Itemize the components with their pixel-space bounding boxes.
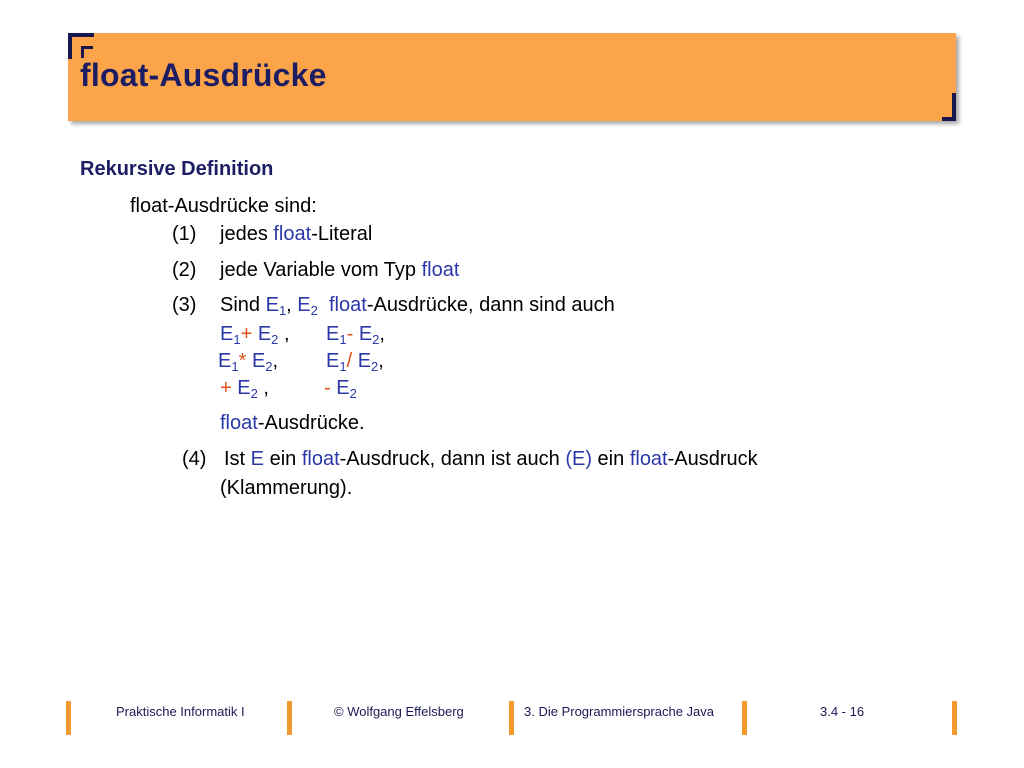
var-e: E <box>265 294 279 316</box>
list-item-2 <box>172 258 196 282</box>
item-text: Ist <box>224 448 251 470</box>
var-e: E <box>326 323 340 345</box>
expr-times <box>218 349 278 373</box>
item-text: -Ausdrücke, dann sind auch <box>366 294 615 316</box>
keyword-float: float <box>220 412 258 434</box>
footer-divider <box>287 701 292 735</box>
expr-unary-plus <box>220 376 269 400</box>
expr-unary-minus <box>324 376 357 400</box>
var-e: E <box>336 377 350 399</box>
corner-bracket-bottom-right <box>942 93 956 121</box>
expr-plus <box>220 322 290 346</box>
keyword-float: float <box>329 294 367 316</box>
subscript: 2 <box>371 359 379 374</box>
var-e: E <box>237 377 251 399</box>
separator: , <box>278 323 290 345</box>
operator-div: / <box>346 350 353 372</box>
subscript: 2 <box>310 303 318 318</box>
separator: , <box>378 350 384 372</box>
subscript: 2 <box>265 359 273 374</box>
item-text: ein <box>592 448 630 470</box>
subscript: 1 <box>339 359 347 374</box>
operator-plus: + <box>240 323 253 345</box>
expr-result <box>220 411 365 435</box>
subscript: 1 <box>278 303 287 318</box>
intro-text: float-Ausdrücke sind: <box>130 195 317 217</box>
footer <box>0 690 1024 740</box>
keyword-float: float <box>273 223 312 245</box>
list-item-4-text <box>224 447 758 471</box>
list-item-3-text <box>220 293 615 317</box>
footer-divider <box>66 701 71 735</box>
subscript: 2 <box>271 332 279 347</box>
list-item-4 <box>182 447 206 471</box>
expr-div <box>326 349 384 373</box>
var-e: E <box>250 448 265 470</box>
var-e: E <box>257 323 272 345</box>
var-e: E <box>357 350 372 372</box>
item-text: -Ausdruck <box>667 448 758 470</box>
item-text: Sind <box>220 294 266 316</box>
var-e: E <box>220 323 234 345</box>
subscript: 1 <box>339 332 347 347</box>
subscript: 2 <box>372 332 380 347</box>
item-number: (2) <box>172 259 197 281</box>
separator: , <box>257 377 269 399</box>
item-text: -Literal <box>311 223 373 245</box>
subscript: 1 <box>231 359 239 374</box>
item-text: -Ausdrücke. <box>257 412 365 434</box>
footer-author: © Wolfgang Effelsberg <box>334 704 464 719</box>
intro-line <box>130 194 317 218</box>
subscript: 2 <box>349 386 357 401</box>
footer-chapter: 3. Die Programmiersprache Java <box>524 704 715 719</box>
item-text: jedes <box>220 223 274 245</box>
operator-minus: - <box>346 323 354 345</box>
item-text: ein <box>264 448 302 470</box>
separator: , <box>286 294 298 316</box>
keyword-float: float <box>629 448 668 470</box>
operator-times: * <box>238 350 247 372</box>
paren-expression: (E) <box>565 448 592 470</box>
item-text: (Klammerung). <box>220 477 353 499</box>
item-text: -Ausdruck, dann ist auch <box>339 448 566 470</box>
subscript: 2 <box>250 386 258 401</box>
section-heading: Rekursive Definition <box>80 158 274 180</box>
expr-minus <box>326 322 385 346</box>
separator: , <box>272 350 279 372</box>
corner-bracket-top-left <box>68 33 94 59</box>
var-e: E <box>251 350 266 372</box>
subscript: 1 <box>233 332 241 347</box>
title-bar <box>68 33 956 121</box>
footer-divider <box>509 701 514 735</box>
separator: , <box>379 323 385 345</box>
list-item-3 <box>172 293 196 317</box>
var-e: E <box>326 350 340 372</box>
footer-divider <box>742 701 747 735</box>
keyword-float: float <box>301 448 340 470</box>
slide-title: float-Ausdrücke <box>80 57 327 93</box>
var-e: E <box>218 350 232 372</box>
var-e: E <box>358 323 373 345</box>
var-e: E <box>297 294 311 316</box>
list-item-2-text <box>220 258 459 282</box>
operator-plus: + <box>220 377 232 399</box>
list-item-1 <box>172 222 196 246</box>
operator-minus: - <box>324 377 331 399</box>
item-number: (1) <box>172 223 197 245</box>
item-number: (3) <box>172 294 197 316</box>
list-item-1-text <box>220 222 372 246</box>
keyword-float: float <box>421 259 460 281</box>
footer-divider <box>952 701 957 735</box>
item-number: (4) <box>182 448 207 470</box>
footer-course: Praktische Informatik I <box>116 704 245 719</box>
item-text: jede Variable vom Typ <box>220 259 422 281</box>
footer-page-number: 3.4 - 16 <box>820 704 865 719</box>
list-item-4-line2 <box>220 476 352 500</box>
